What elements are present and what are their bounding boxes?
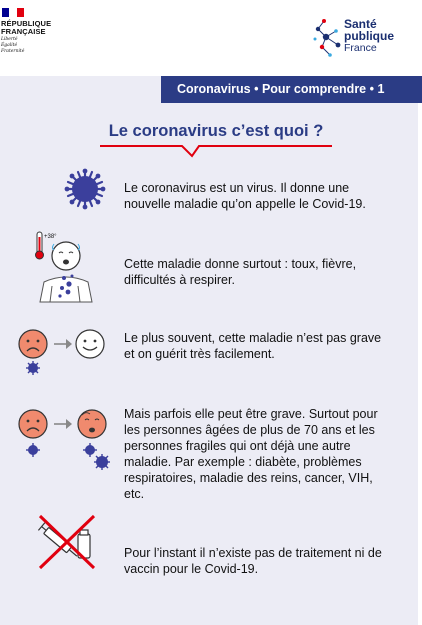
motto-fraternite: Fraternité: [1, 49, 25, 54]
item-text-4: Mais parfois elle peut être grave. Surtout pour les personnes âgées de plus de 70 ans et les personnes fragiles qui ont déjà une autre maladie. Par exemple : diabète, problèmes respiratoires, maladie des reins, cancer, VIH, etc.: [124, 407, 378, 501]
motto-liberte: Liberté: [1, 37, 18, 42]
sick-person-icon: [30, 228, 100, 304]
item-text-5: Pour l’instant il n’existe pas de traitement ni de vaccin pour le Covid-19.: [124, 546, 382, 576]
sante-publique-molecule-icon: [312, 15, 346, 65]
page-title: Le coronavirus c’est quoi ?: [108, 122, 324, 140]
section-banner: Coronavirus • Pour comprendre • 1: [161, 76, 422, 103]
right-edge: [418, 76, 422, 625]
title-underline: [100, 118, 340, 160]
france-label: France: [344, 42, 377, 54]
sad-to-happy-icon: [16, 326, 110, 376]
publique-label: publique: [344, 29, 394, 43]
virus-icon: [64, 168, 106, 210]
item-text-3: Le plus souvent, cette maladie n’est pas grave et on guérit très facilement.: [124, 331, 382, 361]
item-text-1: Le coronavirus est un virus. Il donne une nouvelle maladie qu’on appelle le Covid-19.: [124, 181, 366, 211]
republique-line1: RÉPUBLIQUE: [1, 19, 52, 28]
french-flag-icon: [2, 8, 24, 17]
title-block: [100, 118, 340, 160]
sad-to-sicker-icon: [16, 406, 116, 472]
header: [0, 0, 422, 76]
item-text-2: Cette maladie donne surtout : toux, fièvre, difficultés à respirer.: [124, 257, 357, 287]
sante-label: Santé: [344, 17, 377, 31]
thermometer-label: +38°: [44, 234, 57, 240]
sante-publique-france-logo: [312, 15, 412, 65]
no-vaccine-icon: [36, 512, 98, 572]
motto-egalite: Égalité: [1, 43, 18, 48]
republique-line2: FRANÇAISE: [1, 27, 46, 36]
republique-francaise-logo: [1, 8, 71, 54]
